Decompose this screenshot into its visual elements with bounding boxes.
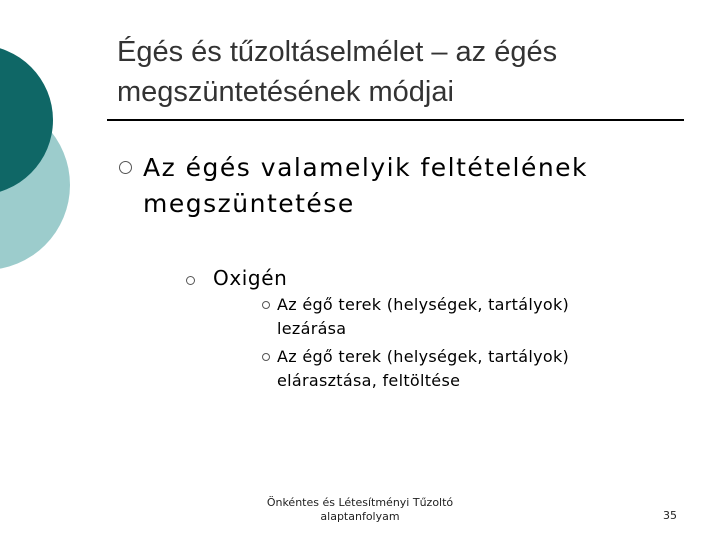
bullet-level-3-item-2-line-1: Az égő terek (helységek, tartályok)	[277, 347, 570, 366]
page-number: 35	[663, 509, 677, 522]
slide-title-line-1: Égés és tűzoltáselmélet – az égés	[117, 36, 558, 68]
bullet-circle-icon	[119, 161, 132, 174]
slide-title-line-2: megszüntetésének módjai	[117, 76, 454, 108]
footer-text	[210, 496, 510, 524]
bullet-level-1-line-1: Az égés valamelyik feltételének	[143, 153, 589, 182]
bullet-level-2-oxygen: Oxigén	[213, 266, 288, 290]
title-divider	[107, 119, 684, 121]
bullet-level-3-item-1-line-2: lezárása	[277, 319, 347, 338]
bullet-circle-icon	[262, 353, 270, 361]
footer-line-1: Önkéntes és Létesítményi Tűzoltó	[266, 496, 454, 509]
bullet-level-3-item-2-line-2: elárasztása, feltöltése	[277, 371, 461, 390]
bullet-level-3-item-1	[277, 293, 677, 341]
bullet-circle-icon	[262, 301, 270, 309]
footer-line-2: alaptanfolyam	[320, 510, 400, 523]
decorative-circles	[0, 0, 120, 300]
bullet-level-1-line-2: megszüntetése	[143, 189, 355, 218]
bullet-circle-icon	[186, 276, 195, 285]
slide-title	[117, 32, 697, 112]
bullet-level-3-item-1-line-1: Az égő terek (helységek, tartályok)	[277, 295, 570, 314]
bullet-level-1	[143, 150, 683, 222]
bullet-level-3-item-2	[277, 345, 677, 393]
